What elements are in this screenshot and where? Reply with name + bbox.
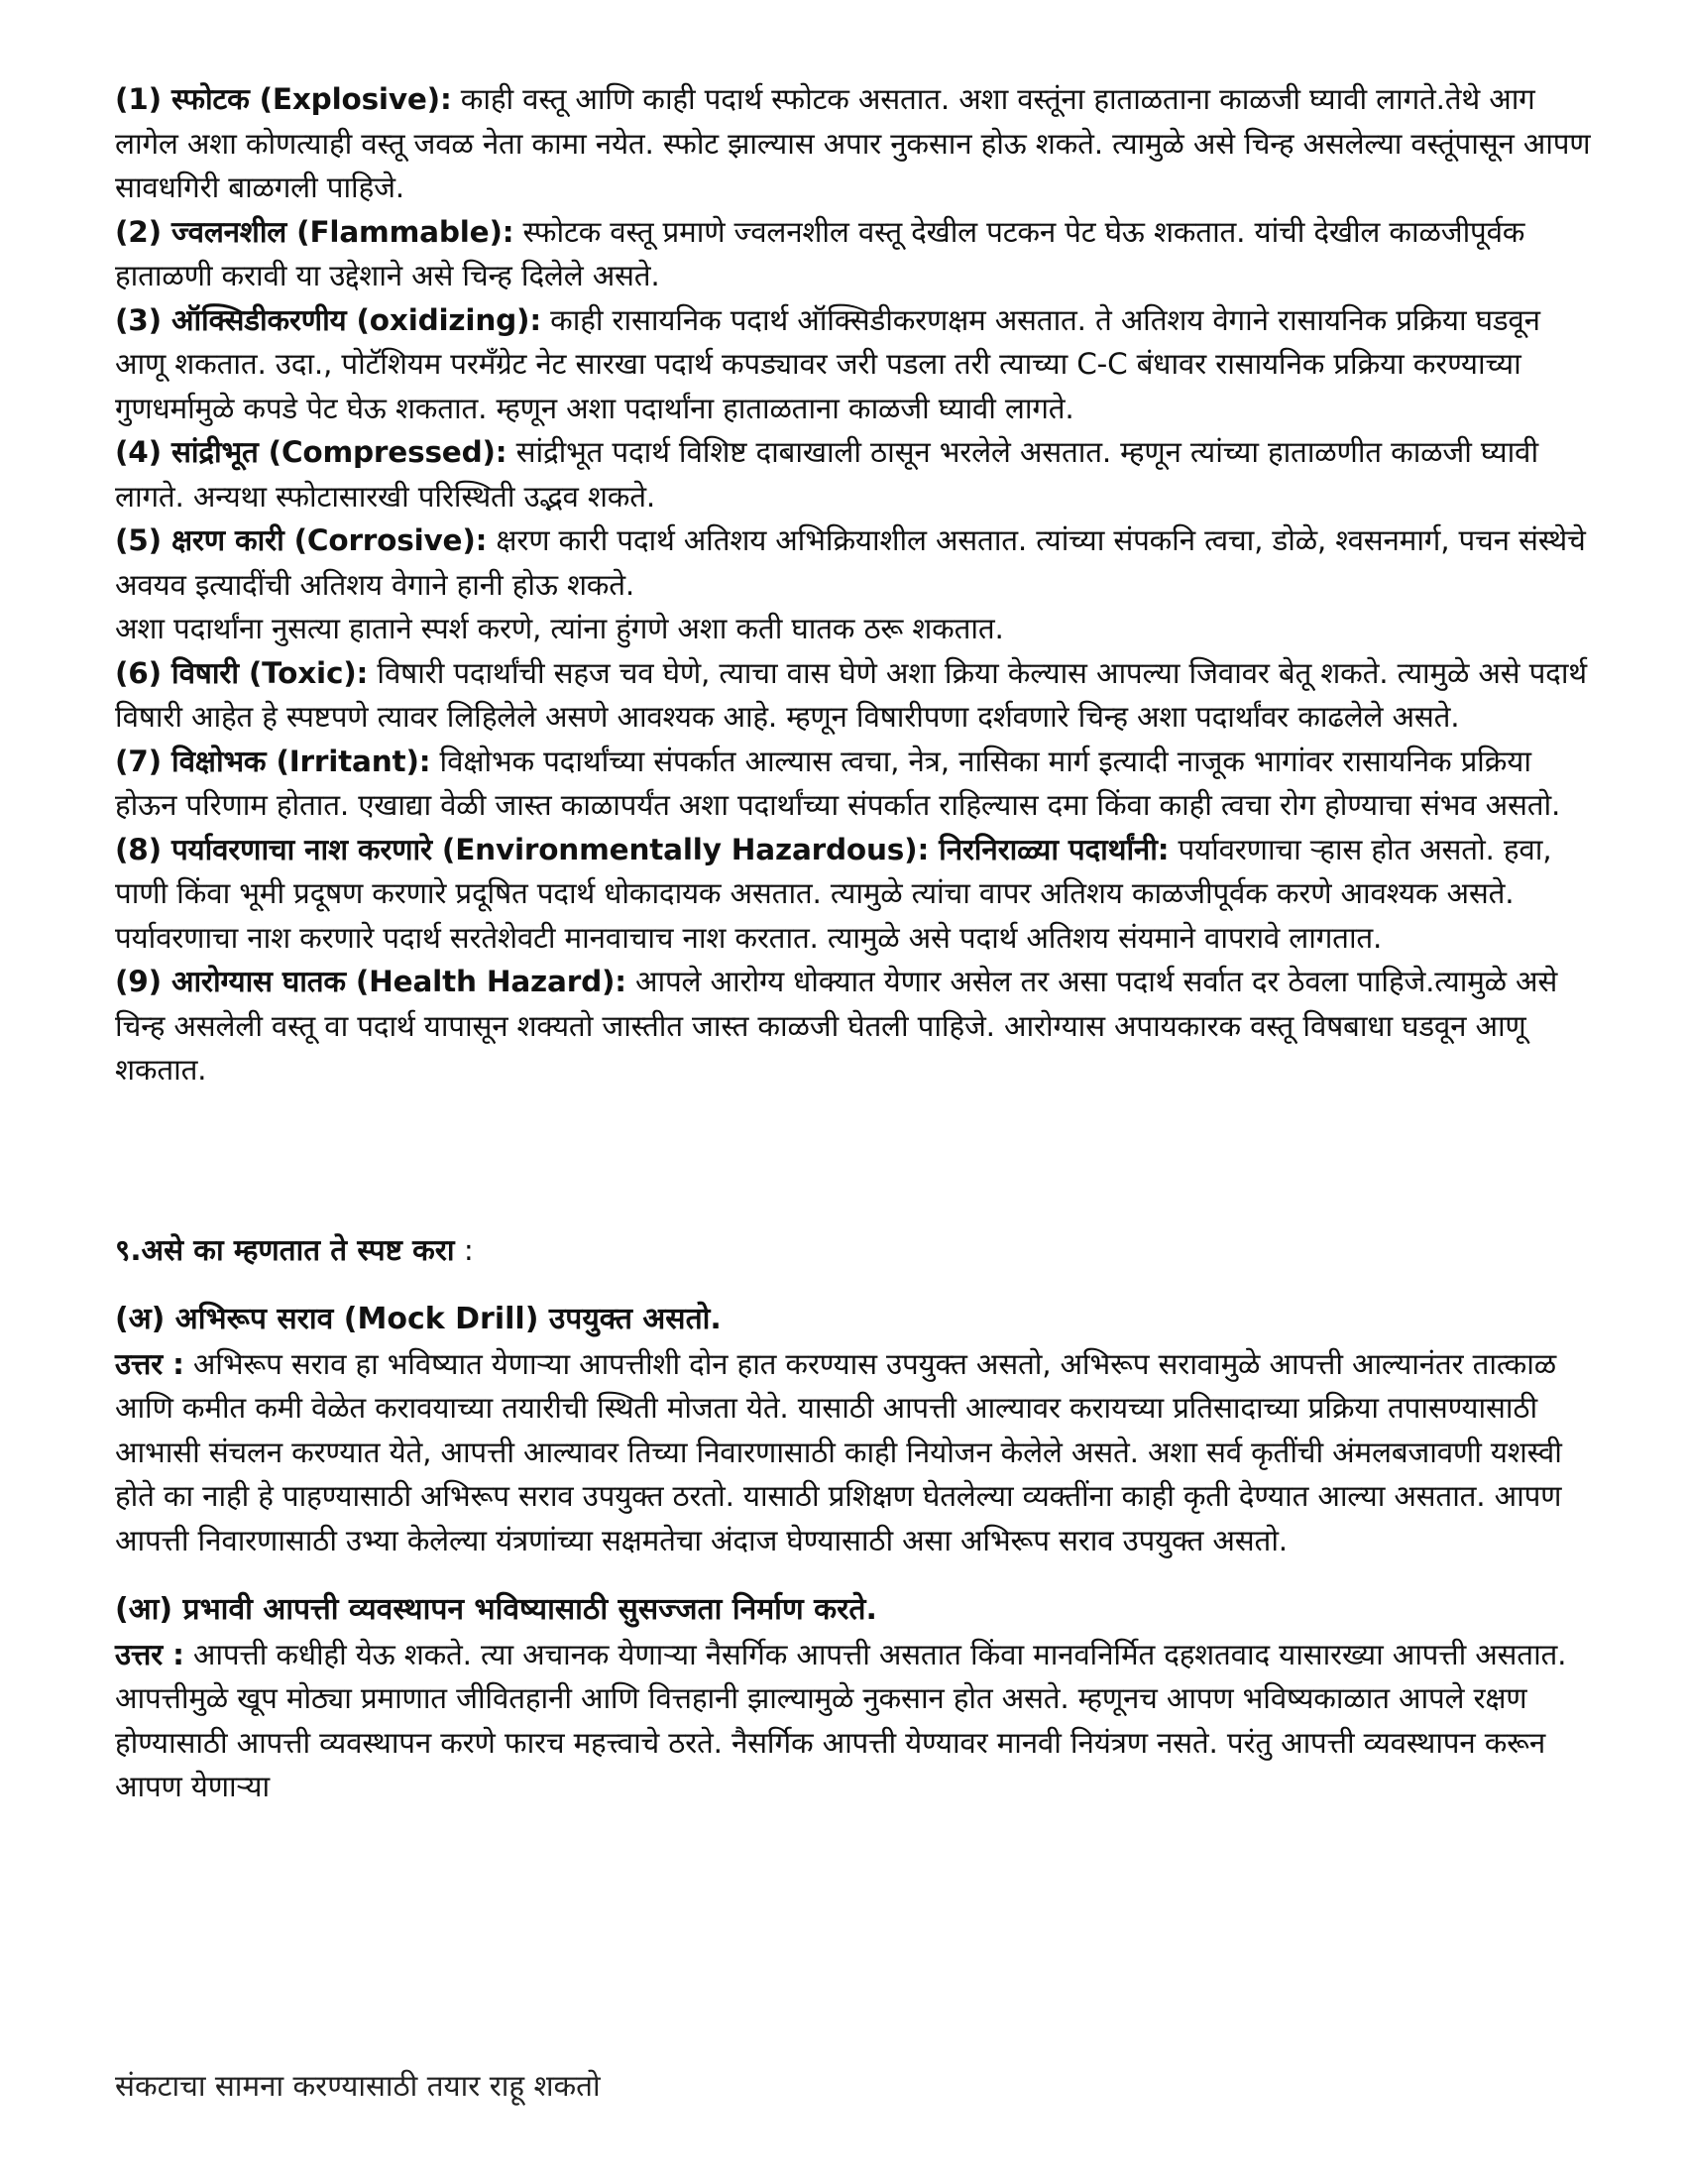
hazard-environmental <box>115 828 1592 961</box>
hazard-oxidizing <box>115 298 1592 431</box>
answer-label: उत्तर : <box>115 1637 184 1671</box>
hazard-flammable <box>115 210 1592 298</box>
hazard-text: विषारी पदार्थांची सहज चव घेणे, त्याचा वास घेणे अशा क्रिया केल्यास आपल्या जिवावर बेतू शकते. त्यामुळे असे पदार्थ विषारी आहेत हे स्पष्टपणे त्यावर लिहिलेले असणे आवश्यक आहे. म्हणून विषारीपणा दर्शवणारे चिन्ह अशा पदार्थांवर काढलेले असते. <box>115 655 1587 734</box>
question-answer <box>115 1633 1592 1809</box>
cutoff-text: संकटाचा सामना करण्यासाठी तयार राहू शकतो <box>115 2069 601 2103</box>
answer-label: उत्तर : <box>115 1346 184 1381</box>
hazard-text: काही वस्तू आणि काही पदार्थ स्फोटक असतात. अशा वस्तूंना हाताळताना काळजी घ्यावी लागते.तेथे आग लागेल अशा कोणत्याही वस्तू जवळ नेता कामा नयेत. स्फोट झाल्यास अपार नुकसान होऊ शकते. त्यामुळे असे चिन्ह असलेल्या वस्तूंपासून आपण सावधगिरी बाळगली पाहिजे. <box>115 82 1591 204</box>
hazard-health <box>115 960 1592 1092</box>
hazard-irritant <box>115 740 1592 828</box>
section-title-suffix: : <box>454 1232 474 1267</box>
hazard-label: (6) विषारी (Toxic): <box>115 655 369 690</box>
hazard-corrosive-extra: अशा पदार्थांना नुसत्या हाताने स्पर्श करणे, त्यांना हुंगणे अशा कती घातक ठरू शकतात. <box>115 612 1004 645</box>
answer-text: आपत्ती कधीही येऊ शकते. त्या अचानक येणाऱ्या नैसर्गिक आपत्ती असतात किंवा मानवनिर्मित दहशतवाद यासारख्या आपत्ती असतात. आपत्तीमुळे खूप मोठ्या प्रमाणात जीवितहानी आणि वित्तहानी झाल्यामुळे नुकसान होत असते. म्हणूनच आपण भविष्यकाळात आपले रक्षण होण्यासाठी आपत्ती व्यवस्थापन करणे फारच महत्त्वाचे ठरते. नैसर्गिक आपत्ती येण्यावर मानवी नियंत्रण नसते. परंतु आपत्ती व्यवस्थापन करून आपण येणाऱ्या <box>115 1637 1567 1803</box>
hazard-text: सांद्रीभूत पदार्थ विशिष्ट दाबाखाली ठासून भरलेले असतात. म्हणून त्यांच्या हाताळणीत काळजी घ्यावी लागते. अन्यथा स्फोटासारखी परिस्थिती उद्भव शकते. <box>115 435 1538 514</box>
hazard-label: (4) सांद्रीभूत (Compressed): <box>115 435 507 469</box>
hazard-label: (2) ज्वलनशील (Flammable): <box>115 214 514 249</box>
hazard-label: (5) क्षरण कारी (Corrosive): <box>115 523 488 557</box>
hazard-text: विक्षोभक पदार्थांच्या संपर्कात आल्यास त्वचा, नेत्र, नासिका मार्ग इत्यादी नाजूक भागांवर रासायनिक प्रक्रिया होऊन परिणाम होतात. एखाद्या वेळी जास्त काळापर्यंत अशा पदार्थांच्या संपर्कात राहिल्यास दमा किंवा काही त्वचा रोग होण्याचा संभव असतो. <box>115 744 1561 822</box>
hazard-corrosive <box>115 518 1592 607</box>
hazard-label: (3) ऑक्सिडीकरणीय (oxidizing): <box>115 302 541 337</box>
hazard-label: (8) पर्यावरणाचा नाश करणारे (Environmentally Hazardous): निरनिराळ्या पदार्थांनी: <box>115 832 1170 866</box>
hazard-compressed <box>115 430 1592 518</box>
hazard-text: आपले आरोग्य धोक्यात येणार असेल तर असा पदार्थ सर्वात दर ठेवला पाहिजे.त्यामुळे असे चिन्ह असलेली वस्तू वा पदार्थ यापासून शक्यतो जास्तीत जास्त काळजी घेतली पाहिजे. आरोग्यास अपायकारक वस्तू विषबाधा घडवून आणू शकतात. <box>115 965 1558 1087</box>
hazard-text: क्षरण कारी पदार्थ अतिशय अभिक्रियाशील असतात. त्यांच्या संपकनि त्वचा, डोळे, श्वसनमार्ग, पचन संस्थेचे अवयव इत्यादींची अतिशय वेगाने हानी होऊ शकते. <box>115 523 1586 602</box>
question-title: (आ) प्रभावी आपत्ती व्यवस्थापन भविष्यासाठी सुसज्जता निर्माण करते. <box>115 1592 877 1627</box>
section-title <box>115 1228 1592 1273</box>
spacer <box>115 1562 1592 1588</box>
hazard-text: स्फोटक वस्तू प्रमाणे ज्वलनशील वस्तू देखील पटकन पेट घेऊ शकतात. यांची देखील काळजीपूर्वक हाताळणी करावी या उद्देशाने असे चिन्ह दिलेले असते. <box>115 214 1525 292</box>
hazard-label: (7) विक्षोभक (Irritant): <box>115 744 431 778</box>
hazard-text: पर्यावरणाचा ऱ्हास होत असतो. हवा, पाणी किंवा भूमी प्रदूषण करणारे प्रदूषित पदार्थ धोकादायक असतात. त्यामुळे त्यांचा वापर अतिशय काळजीपूर्वक करणे आवश्यक असते. पर्यावरणाचा नाश करणारे पदार्थ सरतेशेवटी मानवाचाच नाश करतात. त्यामुळे असे पदार्थ अतिशय संयमाने वापरावे लागतात. <box>115 832 1552 955</box>
spacer <box>115 1272 1592 1298</box>
hazard-text: काही रासायनिक पदार्थ ऑक्सिडीकरणक्षम असतात. ते अतिशय वेगाने रासायनिक प्रक्रिया घडवून आणू शकतात. उदा., पोटॅशियम परमॅंग्रेट नेट सारखा पदार्थ कपड्यावर जरी पडला तरी त्याच्या C-C बंधावर रासायनिक प्रक्रिया करण्याच्या गुणधर्मामुळे कपडे पेट घेऊ शकतात. म्हणून अशा पदार्थांना हाताळताना काळजी घ्यावी लागते. <box>115 302 1540 425</box>
spacer <box>115 1092 1592 1228</box>
section-title-text: ९.असे का म्हणतात ते स्पष्ट करा <box>115 1232 455 1267</box>
cutoff-line <box>115 2069 809 2106</box>
hazard-explosive <box>115 77 1592 210</box>
hazard-label: (1) स्फोटक (Explosive): <box>115 82 452 116</box>
question-answer <box>115 1342 1592 1563</box>
answer-text: अभिरूप सराव हा भविष्यात येणाऱ्या आपत्तीशी दोन हात करण्यास उपयुक्त असतो, अभिरूप सरावामुळे आपत्ती आल्यानंतर तात्काळ आणि कमीत कमी वेळेत करावयाच्या तयारीची स्थिती मोजता येते. यासाठी आपत्ती आल्यावर करायच्या प्रतिसादाच्या प्रक्रिया तपासण्यासाठी आभासी संचलन करण्यात येते, आपत्ती आल्यावर तिच्या निवारणासाठी काही नियोजन केलेले असते. अशा सर्व कृतींची अंमलबजावणी यशस्वी होते का नाही हे पाहण्यासाठी अभिरूप सराव उपयुक्त ठरतो. यासाठी प्रशिक्षण घेतलेल्या व्यक्तींना काही कृती देण्यात आल्या असतात. आपण आपत्ती निवारणासाठी उभ्या केलेल्या यंत्रणांच्या सक्षमतेचा अंदाज घेण्यासाठी असा अभिरूप सराव उपयुक्त असतो. <box>115 1346 1562 1557</box>
question-title: (अ) अभिरूप सराव (Mock Drill) उपयुक्त असतो. <box>115 1302 722 1336</box>
hazard-label: (9) आरोग्यास घातक (Health Hazard): <box>115 965 626 998</box>
document-page <box>115 77 1592 1809</box>
hazard-toxic <box>115 651 1592 740</box>
